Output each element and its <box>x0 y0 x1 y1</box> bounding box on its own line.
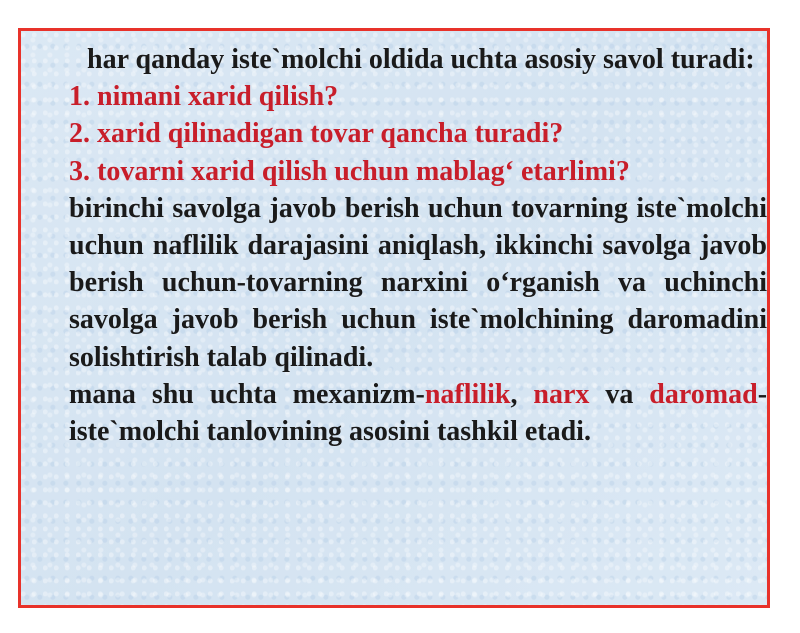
conclusion-text-4: -iste`molchi tanlovining asosini tashkil etadi. <box>69 378 768 448</box>
slide-text-block <box>69 41 767 450</box>
conclusion-text-1: mana shu uchta mexanizm- <box>69 378 425 410</box>
conclusion-paragraph <box>69 376 767 450</box>
intro-paragraph: har qanday iste`molchi oldida uchta asosiy savol turadi: <box>87 44 755 75</box>
slide-frame <box>18 28 770 608</box>
question-2: 2. xarid qilinadigan tovar qancha turadi? <box>69 118 564 150</box>
explanation-paragraph: birinchi savolga javob berish uchun tovarning iste`molchi uchun naflilik darajasini aniqlash, ikkinchi savolga javob berish uchun-tovarning narxini o‘rganish va uchinchi savolga javob berish uchun iste`molchining daromadini solishtirish talab qilinadi. <box>69 192 767 373</box>
question-3: 3. tovarni xarid qilish uchun mablag‘ etarlimi? <box>69 155 630 187</box>
question-1: 1. nimani xarid qilish? <box>69 81 339 113</box>
conclusion-text-2: , <box>510 378 534 410</box>
highlight-daromad: daromad <box>649 378 758 410</box>
highlight-narx: narx <box>533 378 590 410</box>
conclusion-text-3: va <box>589 378 650 410</box>
highlight-naflilik: naflilik <box>424 378 511 410</box>
